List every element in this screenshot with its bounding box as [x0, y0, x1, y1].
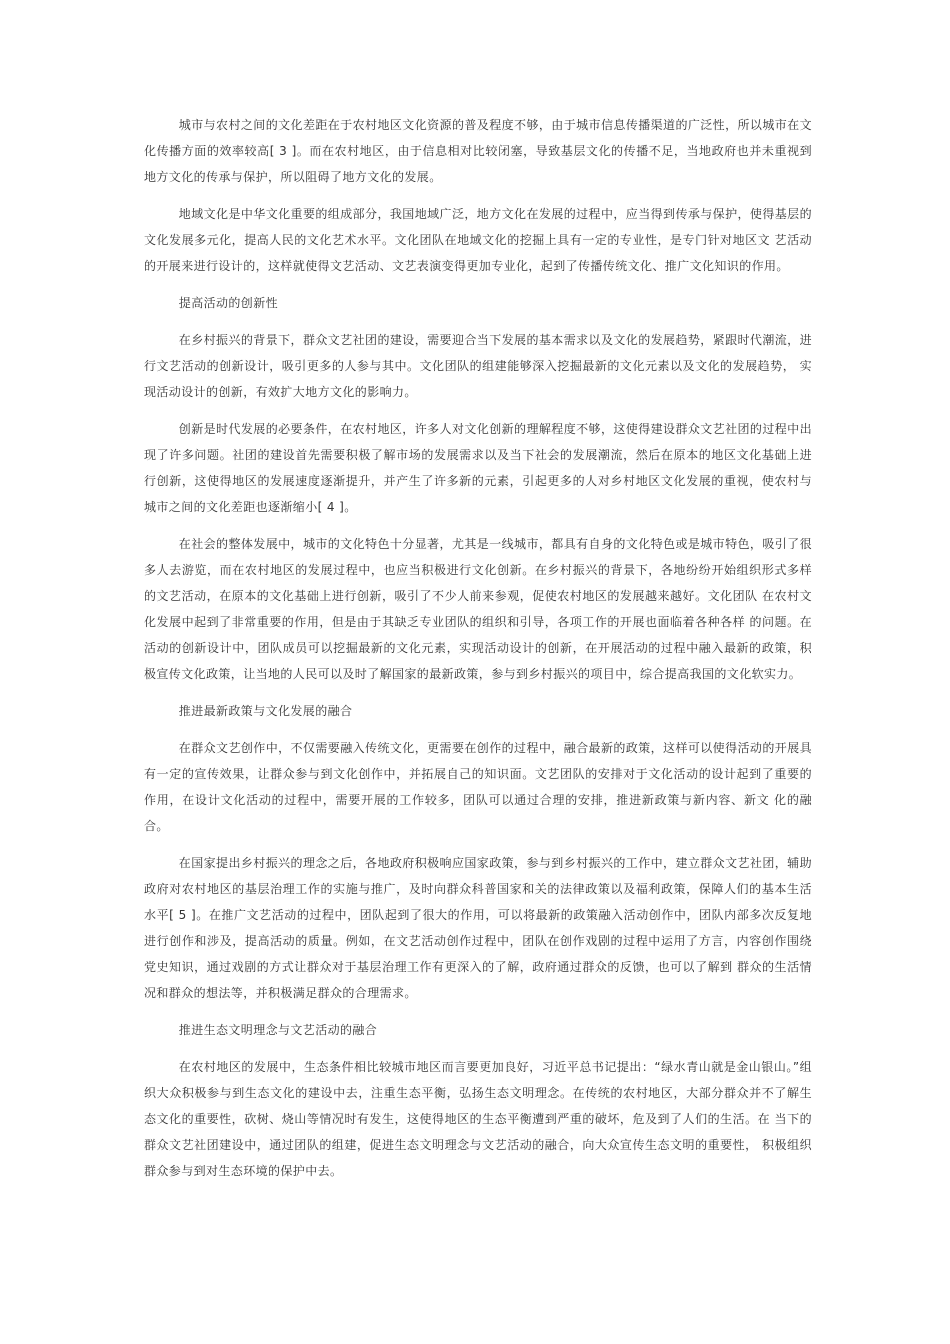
- paragraph-regional-culture: 地域文化是中华文化重要的组成部分，我国地域广泛，地方文化在发展的过程中，应当得到传承与保护，使得基层的文化发展多元化，提高人民的文化艺术水平。文化团队在地域文化的挖掘上具有一定的专业性，是专门针对地区文 艺活动的开展来进行设计的，这样就使得文艺活动、文艺表演变得更加专业化，起到了传播传统文化、推广文化知识的作用。: [144, 207, 812, 273]
- paragraph-innovation-necessity: 创新是时代发展的必要条件，在农村地区，许多人对文化创新的理解程度不够，这使得建设群众文艺社团的过程中出现了许多问题。社团的建设首先需要积极了解市场的发展需求以及当下社会的发展潮流，然后在原本的地区文化基础上进行创新，这使得地区的发展速度逐渐提升，并产生了许多新的元素，引起更多的人对乡村地区文化发展的重视，使农村与城市之间的文化差距也逐渐缩小[ 4 ]。: [144, 422, 812, 514]
- paragraph-social-development: 在社会的整体发展中，城市的文化特色十分显著，尤其是一线城市，都具有自身的文化特色或是城市特色，吸引了很多人去游览，而在农村地区的发展过程中，也应当积极进行文化创新。在乡村振兴的背景下，各地纷纷开始组织形式多样的文艺活动，在原本的文化基础上进行创新，吸引了不少人前来参观，促使农村地区的发展越来越好。文化团队 在农村文化发展中起到了非常重要的作用，但是由于其缺乏专业团队的组织和引导，各项工作的开展也面临着各种各样 的问题。在活动的创新设计中，团队成员可以挖掘最新的文化元素，实现活动设计的创新，在开展活动的过程中融入最新的政策，积极宣传文化政策，让当地的人民可以及时了解国家的最新政策，参与到乡村振兴的项目中，综合提高我国的文化软实力。: [144, 537, 812, 681]
- section-heading-innovation: 提高活动的创新性: [178, 296, 278, 310]
- paragraph-rural-revitalization: 在乡村振兴的背景下，群众文艺社团的建设，需要迎合当下发展的基本需求以及文化的发展趋势，紧跟时代潮流，进行文艺活动的创新设计，吸引更多的人参与其中。文化团队的组建能够深入挖掘最新的文化元素以及文化的发展趋势， 实现活动设计的创新，有效扩大地方文化的影响力。: [144, 333, 812, 399]
- section-heading-policy-fusion: 推进最新政策与文化发展的融合: [178, 704, 353, 718]
- document-body: [144, 112, 812, 1195]
- paragraph-ecological-civilization: 在农村地区的发展中，生态条件相比较城市地区而言要更加良好，习近平总书记提出：“绿水青山就是金山银山。”组织大众积极参与到生态文化的建设中去，注重生态平衡，弘扬生态文明理念。在传统的农村地区，大部分群众并不了解生态文化的重要性，砍树、烧山等情况时有发生，这使得地区的生态平衡遭到严重的破坏，危及到了人们的生活。在 当下的群众文艺社团建设中，通过团队的组建，促进生态文明理念与文艺活动的融合，向大众宣传生态文明的重要性， 积极组织群众参与到对生态环境的保护中去。: [144, 1060, 812, 1178]
- section-heading-ecology: 推进生态文明理念与文艺活动的融合: [178, 1023, 378, 1037]
- paragraph-cultural-gap: 城市与农村之间的文化差距在于农村地区文化资源的普及程度不够，由于城市信息传播渠道的广泛性，所以城市在文化传播方面的效率较高[ 3 ]。而在农村地区，由于信息相对比较闭塞，导致基层文化的传播不足，当地政府也并未重视到地方文化的传承与保护，所以阻碍了地方文化的发展。: [144, 118, 812, 184]
- paragraph-mass-creation: 在群众文艺创作中，不仅需要融入传统文化，更需要在创作的过程中，融合最新的政策，这样可以使得活动的开展具有一定的宣传效果，让群众参与到文化创作中，并拓展自己的知识面。文艺团队的安排对于文化活动的设计起到了重要的作用，在设计文化活动的过程中，需要开展的工作较多，团队可以通过合理的安排，推进新政策与新内容、新文 化的融合。: [144, 741, 812, 833]
- paragraph-national-policy: 在国家提出乡村振兴的理念之后，各地政府积极响应国家政策，参与到乡村振兴的工作中，建立群众文艺社团，辅助政府对农村地区的基层治理工作的实施与推广，及时向群众科普国家和关的法律政策以及福利政策，保障人们的基本生活水平[ 5 ]。在推广文艺活动的过程中，团队起到了很大的作用，可以将最新的政策融入活动创作中，团队内部多次反复地进行创作和涉及，提高活动的质量。例如，在文艺活动创作过程中，团队在创作戏剧的过程中运用了方言，内容创作围绕党史知识，通过戏剧的方式让群众对于基层治理工作有更深入的了解，政府通过群众的反馈，也可以了解到 群众的生活情况和群众的想法等，并积极满足群众的合理需求。: [144, 856, 812, 1000]
